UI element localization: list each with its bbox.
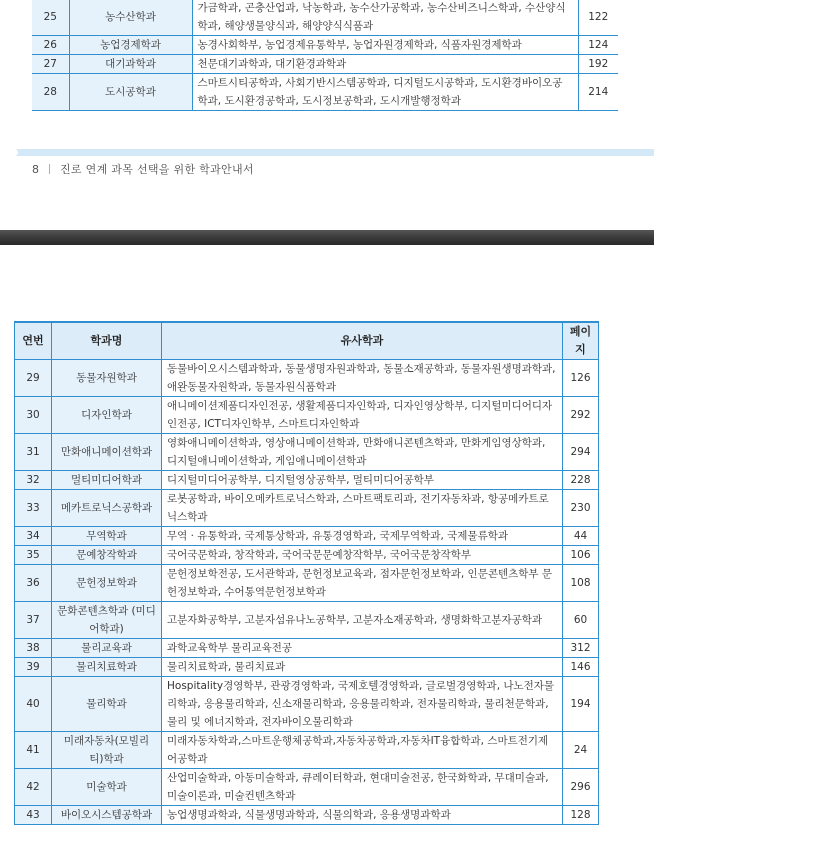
major-name: 농수산학과 — [69, 0, 192, 36]
table-row — [15, 471, 599, 490]
page-number: 146 — [563, 658, 599, 677]
page-number: 312 — [563, 639, 599, 658]
page-number: 192 — [578, 55, 618, 74]
table-row — [32, 0, 618, 36]
page-number: 122 — [578, 0, 618, 36]
table-row — [15, 677, 599, 732]
similar-majors: 고분자화공학부, 고분자섬유나노공학부, 고분자소재공학과, 생명화학고분자공학과 — [162, 602, 563, 639]
row-number: 26 — [32, 36, 69, 55]
similar-majors: 농경사회학부, 농업경제유통학부, 농업자원경제학과, 식품자원경제학과 — [192, 36, 578, 55]
row-number: 37 — [15, 602, 52, 639]
similar-majors: 스마트시티공학과, 사회기반시스템공학과, 디지털도시공학과, 도시환경바이오공학과, 도시환경공학과, 도시정보공학과, 도시개발행정학과 — [192, 74, 578, 111]
row-number: 28 — [32, 74, 69, 111]
bottom-table-header — [15, 322, 599, 360]
page-number: 292 — [563, 397, 599, 434]
row-number: 41 — [15, 732, 52, 769]
major-name: 미래자동차(모빌리티)학과 — [52, 732, 162, 769]
similar-majors: 디지털미디어공학부, 디지털영상공학부, 멀티미디어공학부 — [162, 471, 563, 490]
major-name: 멀티미디어학과 — [52, 471, 162, 490]
table-row — [15, 639, 599, 658]
major-name: 물리학과 — [52, 677, 162, 732]
major-name: 문헌정보학과 — [52, 565, 162, 602]
similar-majors: 과학교육학부 물리교육전공 — [162, 639, 563, 658]
major-name: 만화애니메이션학과 — [52, 434, 162, 471]
table-row — [15, 397, 599, 434]
header-name: 학과명 — [52, 322, 162, 360]
major-name: 농업경제학과 — [69, 36, 192, 55]
similar-majors: 미래자동차학과,스마트운행체공학과,자동차공학과,자동차IT융합학과, 스마트전기제어공학과 — [162, 732, 563, 769]
table-row — [15, 658, 599, 677]
major-name: 미술학과 — [52, 769, 162, 806]
major-name: 디자인학과 — [52, 397, 162, 434]
row-number: 34 — [15, 527, 52, 546]
major-name: 무역학과 — [52, 527, 162, 546]
page-number: 108 — [563, 565, 599, 602]
bottom-similar-majors-table — [14, 321, 599, 825]
similar-majors: 물리치료학과, 물리치료과 — [162, 658, 563, 677]
table-row — [15, 769, 599, 806]
page-number: 228 — [563, 471, 599, 490]
row-number: 38 — [15, 639, 52, 658]
bottom-table-body — [15, 360, 599, 825]
table-row — [15, 565, 599, 602]
header-similar: 유사학과 — [162, 322, 563, 360]
similar-majors: Hospitality경영학부, 관광경영학과, 국제호텔경영학과, 글로벌경영학과, 나노전자물리학과, 응용물리학과, 신소재물리학과, 응용물리학과, 전자물리학과, 물리천문학과, 물리 및 에너지학과, 전자바이오물리학과 — [162, 677, 563, 732]
row-number: 31 — [15, 434, 52, 471]
page-footer — [32, 161, 254, 177]
similar-majors: 동물바이오시스템과학과, 동물생명자원과학과, 동물소재공학과, 동물자원생명과학과, 애완동물자원학과, 동물자원식품학과 — [162, 360, 563, 397]
page-number: 296 — [563, 769, 599, 806]
page-number: 124 — [578, 36, 618, 55]
table-row — [32, 74, 618, 111]
table-row — [15, 546, 599, 565]
similar-majors: 로봇공학과, 바이오메카트로닉스학과, 스마트팩토리과, 전기자동차과, 항공메카트로닉스학과 — [162, 490, 563, 527]
page-number: 126 — [563, 360, 599, 397]
header-page: 페이지 — [563, 322, 599, 360]
similar-majors: 농업생명과학과, 식물생명과학과, 식물의학과, 응용생명과학과 — [162, 806, 563, 825]
table-row — [32, 55, 618, 74]
similar-majors: 국어국문학과, 창작학과, 국어국문문예창작학부, 국어국문창작학부 — [162, 546, 563, 565]
footer-separator — [49, 164, 50, 174]
major-name: 물리치료학과 — [52, 658, 162, 677]
row-number: 35 — [15, 546, 52, 565]
page-number: 230 — [563, 490, 599, 527]
page-number: 128 — [563, 806, 599, 825]
page-number: 194 — [563, 677, 599, 732]
major-name: 문화콘텐츠학과 (미디어학과) — [52, 602, 162, 639]
major-name: 바이오시스템공학과 — [52, 806, 162, 825]
similar-majors: 가금학과, 곤충산업과, 낙농학과, 농수산가공학과, 농수산비즈니스학과, 수산양식학과, 해양생물양식과, 해양양식식품과 — [192, 0, 578, 36]
footer-band — [0, 149, 654, 156]
page-number: 294 — [563, 434, 599, 471]
row-number: 27 — [32, 55, 69, 74]
similar-majors: 산업미술학과, 아동미술학과, 큐레이터학과, 현대미술전공, 한국화학과, 무대미술과, 미술이론과, 미술컨텐츠학과 — [162, 769, 563, 806]
similar-majors: 애니메이션제품디자인전공, 생활제품디자인학과, 디자인영상학부, 디지털미디어디자인전공, ICT디자인학부, 스마트디자인학과 — [162, 397, 563, 434]
header-no: 연번 — [15, 322, 52, 360]
header-row — [15, 322, 599, 360]
major-name: 물리교육과 — [52, 639, 162, 658]
row-number: 36 — [15, 565, 52, 602]
page-number: 24 — [563, 732, 599, 769]
major-name: 도시공학과 — [69, 74, 192, 111]
row-number: 25 — [32, 0, 69, 36]
similar-majors: 문헌정보학전공, 도서관학과, 문헌정보교육과, 점자문헌정보학과, 인문콘텐츠학부 문헌정보학과, 수어통역문헌정보학과 — [162, 565, 563, 602]
major-name: 동물자원학과 — [52, 360, 162, 397]
top-similar-majors-table — [32, 0, 618, 111]
similar-majors: 천문대기과학과, 대기환경과학과 — [192, 55, 578, 74]
row-number: 33 — [15, 490, 52, 527]
table-row — [15, 602, 599, 639]
page-number: 214 — [578, 74, 618, 111]
row-number: 39 — [15, 658, 52, 677]
major-name: 메카트로닉스공학과 — [52, 490, 162, 527]
row-number: 42 — [15, 769, 52, 806]
similar-majors: 영화애니메이션학과, 영상애니메이션학과, 만화애니콘텐츠학과, 만화게임영상학과, 디지털애니메이션학과, 게임애니메이션학과 — [162, 434, 563, 471]
major-name: 문예창작학과 — [52, 546, 162, 565]
table-row — [15, 434, 599, 471]
similar-majors: 무역 · 유통학과, 국제통상학과, 유통경영학과, 국제무역학과, 국제물류학과 — [162, 527, 563, 546]
table-row — [15, 490, 599, 527]
row-number: 32 — [15, 471, 52, 490]
footer-page-number: 8 — [32, 162, 39, 176]
table-row — [15, 806, 599, 825]
top-table-body — [32, 0, 618, 111]
page-divider — [0, 230, 654, 245]
row-number: 40 — [15, 677, 52, 732]
table-row — [15, 732, 599, 769]
row-number: 29 — [15, 360, 52, 397]
row-number: 43 — [15, 806, 52, 825]
previous-page — [0, 0, 654, 230]
row-number: 30 — [15, 397, 52, 434]
table-row — [32, 36, 618, 55]
page-number: 60 — [563, 602, 599, 639]
table-row — [15, 360, 599, 397]
footer-title: 진로 연계 과목 선택을 위한 학과안내서 — [60, 163, 254, 176]
page-number: 106 — [563, 546, 599, 565]
table-row — [15, 527, 599, 546]
page-number: 44 — [563, 527, 599, 546]
major-name: 대기과학과 — [69, 55, 192, 74]
